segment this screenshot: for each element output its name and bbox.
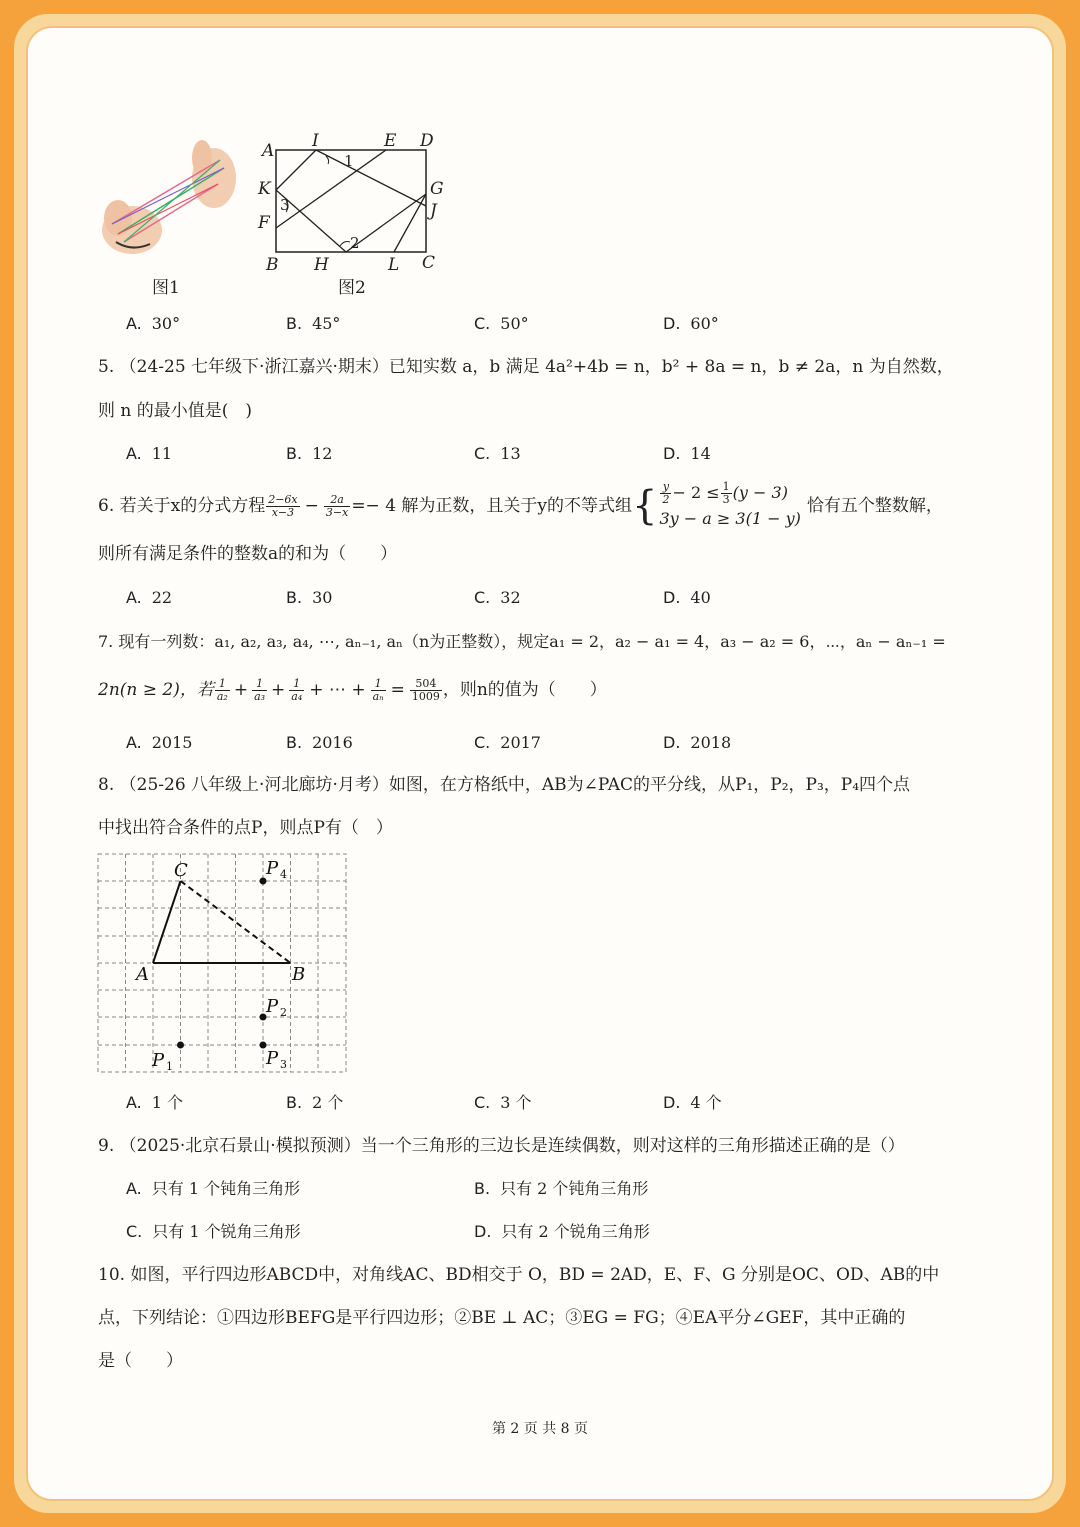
q10-stem-line3: 是（ ） xyxy=(98,1351,183,1371)
angle-1-label: 1 xyxy=(344,152,354,170)
q5-option-d[interactable]: D. 14 xyxy=(663,444,711,463)
segment-cb-dashed xyxy=(181,881,291,963)
q6-stem-line2: 则所有满足条件的整数a的和为（ ） xyxy=(98,544,398,564)
page-footer: 第 2 页 共 8 页 xyxy=(491,1421,589,1437)
label-c: C xyxy=(422,253,436,273)
q5-stem-line2: 则 n 的最小值是( ) xyxy=(98,401,253,421)
label-p2: P xyxy=(266,996,279,1017)
q7-option-d[interactable]: D. 2018 xyxy=(663,733,732,752)
q8-option-c[interactable]: C. 3 个 xyxy=(474,1093,532,1112)
grid-figure xyxy=(96,852,350,1076)
q5-option-b[interactable]: B. 12 xyxy=(286,444,333,463)
q6-stem-line1: 6. 若关于x的分式方程 $\frac{2-6x}{x-3}$ − $\frac{2a}{3-x}$ =− 4 解为正数，且关于y的不等式组 { $\frac{y}{2}$ − 2 ≤ $\frac{1}{3}$ (y − 3) 3y − a ≥ 3(1 − y) 恰有五个整数解， xyxy=(98,478,943,534)
label-f: F xyxy=(258,213,270,233)
q10-stem-line2: 点，下列结论：①四边形BEFG是平行四边形；②BE ⊥ AC；③EG = FG；④EA平分∠GEF，其中正确的 xyxy=(98,1308,906,1328)
line-gl xyxy=(394,194,426,252)
figure-1-caption: 图1 xyxy=(152,278,180,298)
label-a: A xyxy=(262,141,275,161)
line-ik xyxy=(276,150,316,190)
segment-ac xyxy=(153,881,181,963)
q8-option-a[interactable]: A. 1 个 xyxy=(126,1093,184,1112)
q4-option-d[interactable]: D. 60° xyxy=(663,314,719,333)
label-h: H xyxy=(314,255,329,275)
q6-option-c[interactable]: C. 32 xyxy=(474,588,521,607)
q9-option-c[interactable]: C. 只有 1 个锐角三角形 xyxy=(126,1222,301,1241)
q5-option-c[interactable]: C. 13 xyxy=(474,444,521,463)
q8-option-d[interactable]: D. 4 个 xyxy=(663,1093,722,1112)
label-b: B xyxy=(266,255,279,275)
q5-stem-line1: 5. （24-25 七年级下·浙江嘉兴·期末）已知实数 a，b 满足 4a²+4b = n，b² + 8a = n，b ≠ 2a，n 为自然数， xyxy=(98,357,954,377)
label-p3-sub: 3 xyxy=(280,1058,287,1071)
label-i: I xyxy=(312,131,319,151)
q6-option-d[interactable]: D. 40 xyxy=(663,588,711,607)
label-c: C xyxy=(174,860,188,881)
q7-stem-line1: 7. 现有一列数：a₁, a₂, a₃, a₄, ⋯, aₙ₋₁, aₙ（n为正整数），规定a₁ = 2，a₂ − a₁ = 4，a₃ − a₂ = 6，⋯，aₙ − aₙ₋₁ = xyxy=(98,632,946,651)
line-ef xyxy=(276,150,386,228)
q8-option-b[interactable]: B. 2 个 xyxy=(286,1093,344,1112)
line-ij xyxy=(316,150,426,206)
label-b: B xyxy=(292,964,306,985)
q7-option-c[interactable]: C. 2017 xyxy=(474,733,541,752)
string-hands-photo xyxy=(98,138,238,262)
point-p1 xyxy=(177,1042,184,1049)
q6-option-b[interactable]: B. 30 xyxy=(286,588,333,607)
angle-2-label: 2 xyxy=(350,234,360,252)
label-e: E xyxy=(384,131,397,151)
q7-option-a[interactable]: A. 2015 xyxy=(126,733,193,752)
label-a: A xyxy=(136,964,149,985)
q5-option-a[interactable]: A. 11 xyxy=(126,444,173,463)
label-p4: P xyxy=(266,858,279,879)
q4-option-c[interactable]: C. 50° xyxy=(474,314,529,333)
q9-option-a[interactable]: A. 只有 1 个钝角三角形 xyxy=(126,1179,301,1198)
q8-stem-line1: 8. （25-26 八年级上·河北廊坊·月考）如图，在方格纸中，AB为∠PAC的平分线，从P₁，P₂，P₃，P₄四个点 xyxy=(98,775,911,795)
label-p1: P xyxy=(152,1050,165,1071)
figure-2-caption: 图2 xyxy=(338,278,366,298)
q9-option-b[interactable]: B. 只有 2 个钝角三角形 xyxy=(474,1179,649,1198)
angle-1-arc xyxy=(326,156,329,164)
label-p1-sub: 1 xyxy=(166,1060,173,1073)
label-d: D xyxy=(420,131,434,151)
label-k: K xyxy=(258,179,271,199)
q6-inequality-system: $\frac{y}{2}$ − 2 ≤ $\frac{1}{3}$ (y − 3) 3y − a ≥ 3(1 − y) xyxy=(659,480,801,528)
label-p4-sub: 4 xyxy=(280,868,287,881)
label-p2-sub: 2 xyxy=(280,1006,287,1019)
angle-2-arc xyxy=(340,242,350,247)
q9-stem: 9. （2025·北京石景山·模拟预测）当一个三角形的三边长是连续偶数，则对这样的三角形描述正确的是（） xyxy=(98,1136,905,1156)
q6-option-a[interactable]: A. 22 xyxy=(126,588,173,607)
q7-stem-line2: 2n(n ≥ 2)，若 $\frac{1}{\text{a₂}}$ + $\frac{1}{\text{a₃}}$ + $\frac{1}{\text{a₄}}$ + ⋯ + $\frac{1}{\text{aₙ}}$ = $\frac{504}{1009}$ ，则n的值为（ ） xyxy=(98,676,607,703)
q9-option-d[interactable]: D. 只有 2 个锐角三角形 xyxy=(474,1222,650,1241)
q8-stem-line2: 中找出符合条件的点P，则点P有（ ） xyxy=(98,818,393,838)
angle-3-label: 3 xyxy=(280,196,290,214)
q4-option-a[interactable]: A. 30° xyxy=(126,314,181,333)
q7-option-b[interactable]: B. 2016 xyxy=(286,733,353,752)
label-l: L xyxy=(388,255,400,275)
label-p3: P xyxy=(266,1048,279,1069)
rectangle-lines-figure xyxy=(254,126,454,276)
label-j: J xyxy=(430,201,437,221)
q10-stem-line1: 10. 如图，平行四边形ABCD中，对角线AC、BD相交于 O，BD = 2AD，E、F、G 分别是OC、OD、AB的中 xyxy=(98,1265,940,1285)
label-g: G xyxy=(430,179,444,199)
q4-option-b[interactable]: B. 45° xyxy=(286,314,341,333)
